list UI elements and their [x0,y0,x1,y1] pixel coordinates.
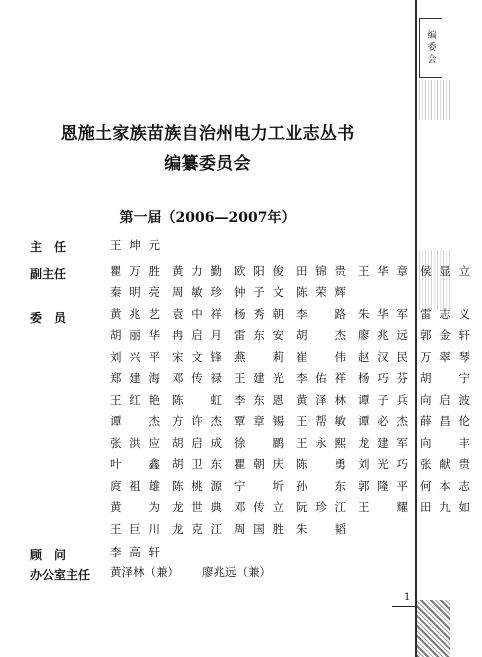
member-name: 瞿朝庆 [234,457,284,472]
member-name: 钟子文 [234,285,284,300]
member-name: 黄兆艺 [110,306,160,321]
committee-title: 编纂委员会 [164,154,251,174]
advisor-names [110,541,172,563]
member-name: 谭必杰 [358,414,408,429]
member-name: 雷东安 [234,328,284,343]
name-row [110,475,482,497]
name-row [110,518,482,540]
member-name: 黄泽林（兼） [110,564,179,579]
member-name: 李东恩 [234,392,284,407]
member-name: 龙克江 [172,521,222,536]
name-row [110,432,482,454]
member-name: 陈桃源 [172,478,222,493]
name-row [110,282,482,304]
member-name: 欧阳俊 [234,263,284,278]
role-label-director [30,238,98,255]
member-name: 杨巧芬 [358,371,408,386]
member-name: 张洪应 [110,435,160,450]
member-name: 赵汉民 [358,349,408,364]
member-name: 瞿万胜 [110,263,160,278]
member-name: 薛昌伦 [420,414,470,429]
member-name: 王华章 [358,263,408,278]
role-text: 委 员 [30,311,67,325]
role-label-deputy-director [30,265,98,282]
member-name: 秦明亮 [110,285,160,300]
member-name: 侯显立 [420,263,470,278]
member-name: 王巨川 [110,521,160,536]
member-name: 阮珍江 [296,500,346,515]
name-row [110,325,482,347]
role-text: 主 任 [30,240,67,254]
role-label-members [30,309,98,326]
member-name: 宋文锋 [172,349,222,364]
member-name: 何本志 [420,478,470,493]
member-name: 杨秀朝 [234,306,284,321]
member-name: 向启波 [420,392,470,407]
scan-edge-artifact [417,80,450,120]
member-name: 王红艳 [110,392,160,407]
page-number: 1 [404,592,411,603]
name-row [110,303,482,325]
member-name: 燕 莉 [234,349,284,364]
section-side-tab [419,18,442,78]
member-name: 陈荣辉 [296,285,346,300]
member-name: 宁 圻 [234,478,284,493]
role-text: 副主任 [30,267,67,281]
role-label-advisor [30,546,98,563]
page-number-rule [392,606,416,607]
member-name: 郭金轩 [420,328,470,343]
name-row [110,368,482,390]
member-name: 冉启月 [172,328,222,343]
member-name: 朱 韬 [296,521,346,536]
name-row [110,389,482,411]
member-name: 谭 杰 [110,414,160,429]
member-name: 郑建海 [110,371,160,386]
member-name: 廖兆远（兼） [202,564,271,579]
member-name: 胡启成 [172,435,222,450]
member-name: 刘光巧 [358,457,408,472]
member-name: 黄 为 [110,500,160,515]
member-name: 叶 鑫 [110,457,160,472]
member-name: 王 耀 [358,500,408,515]
office-director-names [110,561,294,583]
member-name: 郭隆平 [358,478,408,493]
member-name: 邓传立 [234,500,284,515]
member-name: 田九如 [420,500,470,515]
member-name: 刘兴平 [110,349,160,364]
member-name: 张献贵 [420,457,470,472]
role-text: 办公室主任 [30,568,91,582]
deputy-director-names [110,260,482,303]
member-name: 谭子兵 [358,392,408,407]
member-name: 胡 宁 [420,371,470,386]
member-name: 胡丽华 [110,328,160,343]
member-name: 王帮敏 [296,414,346,429]
name-row [110,561,294,583]
member-name: 田锦贵 [296,263,346,278]
member-name: 王坤元 [110,237,160,252]
member-name: 黄力勤 [172,263,222,278]
name-row [110,260,482,282]
member-name: 周敏珍 [172,285,222,300]
name-row [110,454,482,476]
member-name: 李高轩 [110,544,160,559]
scan-edge-artifact [417,600,450,657]
member-name: 朱华军 [358,306,408,321]
member-name: 覃章锡 [234,414,284,429]
edition-heading: 第一届（2006—2007年） [119,210,296,226]
member-name: 龙建军 [358,435,408,450]
name-row [110,541,172,563]
member-name: 王建光 [234,371,284,386]
member-name: 胡卫东 [172,457,222,472]
member-name: 万翠琴 [420,349,470,364]
name-row [110,497,482,519]
name-row [110,346,482,368]
role-text: 顾 问 [30,548,67,562]
member-name: 周国胜 [234,521,284,536]
member-name: 廖兆远 [358,328,408,343]
director-names [110,234,172,256]
member-name: 龙世典 [172,500,222,515]
member-name: 袁中祥 [172,306,222,321]
member-name: 崔 伟 [296,349,346,364]
member-name: 孙 东 [296,478,346,493]
member-name: 陈 虹 [172,392,222,407]
name-row [110,411,482,433]
member-name: 胡 杰 [296,328,346,343]
member-name: 李佑祥 [296,371,346,386]
name-row [110,234,172,256]
member-name: 方许杰 [172,414,222,429]
member-name: 徐 鹛 [234,435,284,450]
member-name: 雷志义 [420,306,470,321]
member-names [110,303,482,540]
member-name: 邓传禄 [172,371,222,386]
member-name: 向 丰 [420,435,470,450]
side-tab-label: 编委会 [425,30,436,66]
member-name: 庹祖雄 [110,478,160,493]
book-series-title: 恩施土家族苗族自治州电力工业志丛书 [60,124,355,144]
member-name: 王永熙 [296,435,346,450]
member-name: 李 路 [296,306,346,321]
member-name: 黄泽林 [296,392,346,407]
role-label-office-director [30,566,98,583]
member-name: 陈 勇 [296,457,346,472]
